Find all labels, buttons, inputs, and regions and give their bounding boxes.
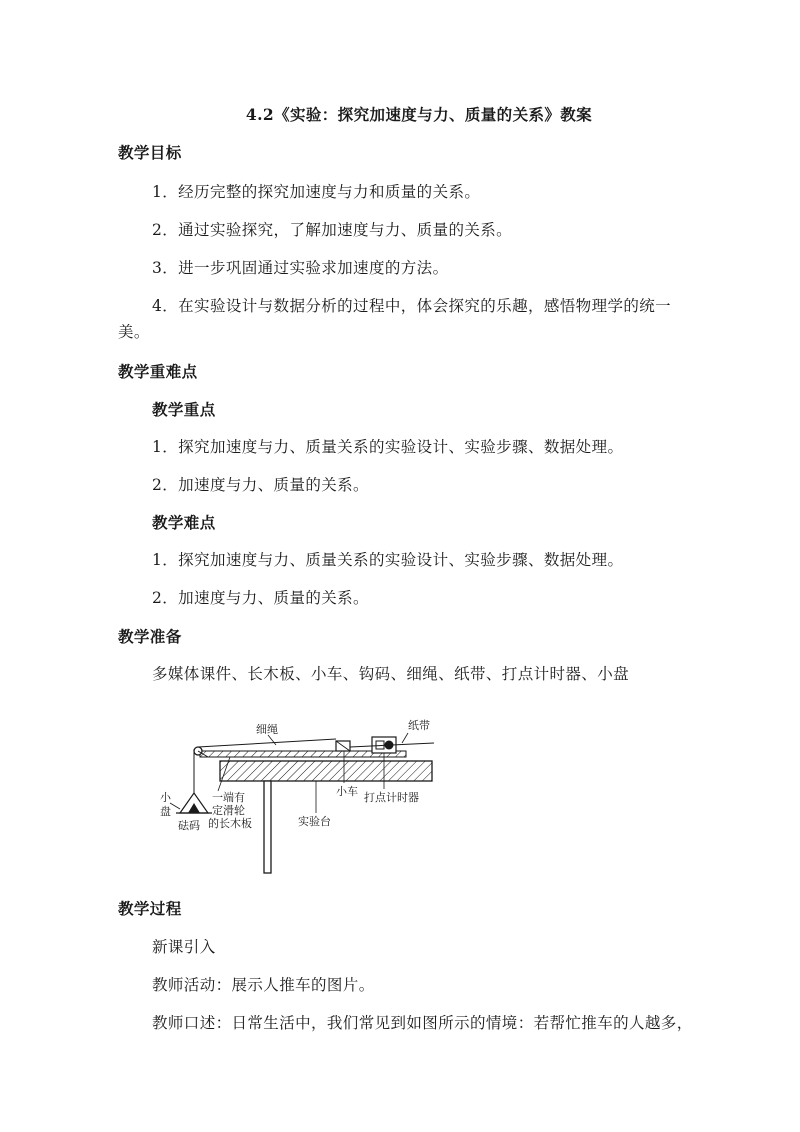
label-tray-1: 小 [160, 791, 171, 804]
label-board-2: 定滑轮 [212, 804, 245, 817]
process-intro: 新课引入 [152, 938, 216, 956]
prep-text: 多媒体课件、长木板、小车、钩码、细绳、纸带、打点计时器、小盘 [152, 665, 630, 683]
goal-item-3: 3．进一步巩固通过实验求加速度的方法。 [152, 259, 449, 277]
process-narration: 教师口述：日常生活中，我们常见到如图所示的情境：若帮忙推车的人越多， [152, 1014, 693, 1032]
subheading-focus: 教学重点 [152, 400, 216, 419]
label-rope: 细绳 [256, 723, 278, 736]
section-heading-prep: 教学准备 [118, 627, 182, 646]
label-board-3: 的长木板 [208, 817, 252, 830]
label-board-1: 一端有 [212, 791, 245, 804]
label-tray-2: 盘 [160, 805, 171, 818]
goal-item-4: 4．在实验设计与数据分析的过程中，体会探究的乐趣，感悟物理学的统一 [152, 297, 672, 315]
goal-item-1: 1．经历完整的探究加速度与力和质量的关系。 [152, 183, 481, 201]
label-table: 实验台 [298, 815, 331, 828]
document-title: 4.2《实验：探究加速度与力、质量的关系》教案 [245, 105, 593, 124]
apparatus-diagram [150, 705, 450, 880]
focus-item-2: 2．加速度与力、质量的关系。 [152, 476, 369, 494]
table-top [220, 761, 432, 781]
label-cart: 小车 [336, 785, 358, 798]
label-tape: 纸带 [408, 719, 430, 732]
process-activity: 教师活动：展示人推车的图片。 [152, 976, 375, 994]
focus-item-1: 1．探究加速度与力、质量关系的实验设计、实验步骤、数据处理。 [152, 438, 624, 456]
difficulty-item-2: 2．加速度与力、质量的关系。 [152, 589, 369, 607]
label-timer: 打点计时器 [364, 791, 419, 804]
difficulty-item-1: 1．探究加速度与力、质量关系的实验设计、实验步骤、数据处理。 [152, 551, 624, 569]
goal-item-2: 2．通过实验探究，了解加速度与力、质量的关系。 [152, 221, 513, 239]
goal-item-4-continued: 美。 [118, 323, 150, 341]
rope-horizontal [198, 739, 336, 747]
label-weights: 砝码 [178, 819, 200, 832]
section-heading-goals: 教学目标 [118, 143, 182, 162]
subheading-difficulty: 教学难点 [152, 513, 216, 532]
section-heading-process: 教学过程 [118, 899, 182, 918]
section-heading-keypoints: 教学重难点 [118, 362, 198, 381]
apparatus-figure [150, 705, 450, 880]
table-leg [264, 781, 271, 873]
